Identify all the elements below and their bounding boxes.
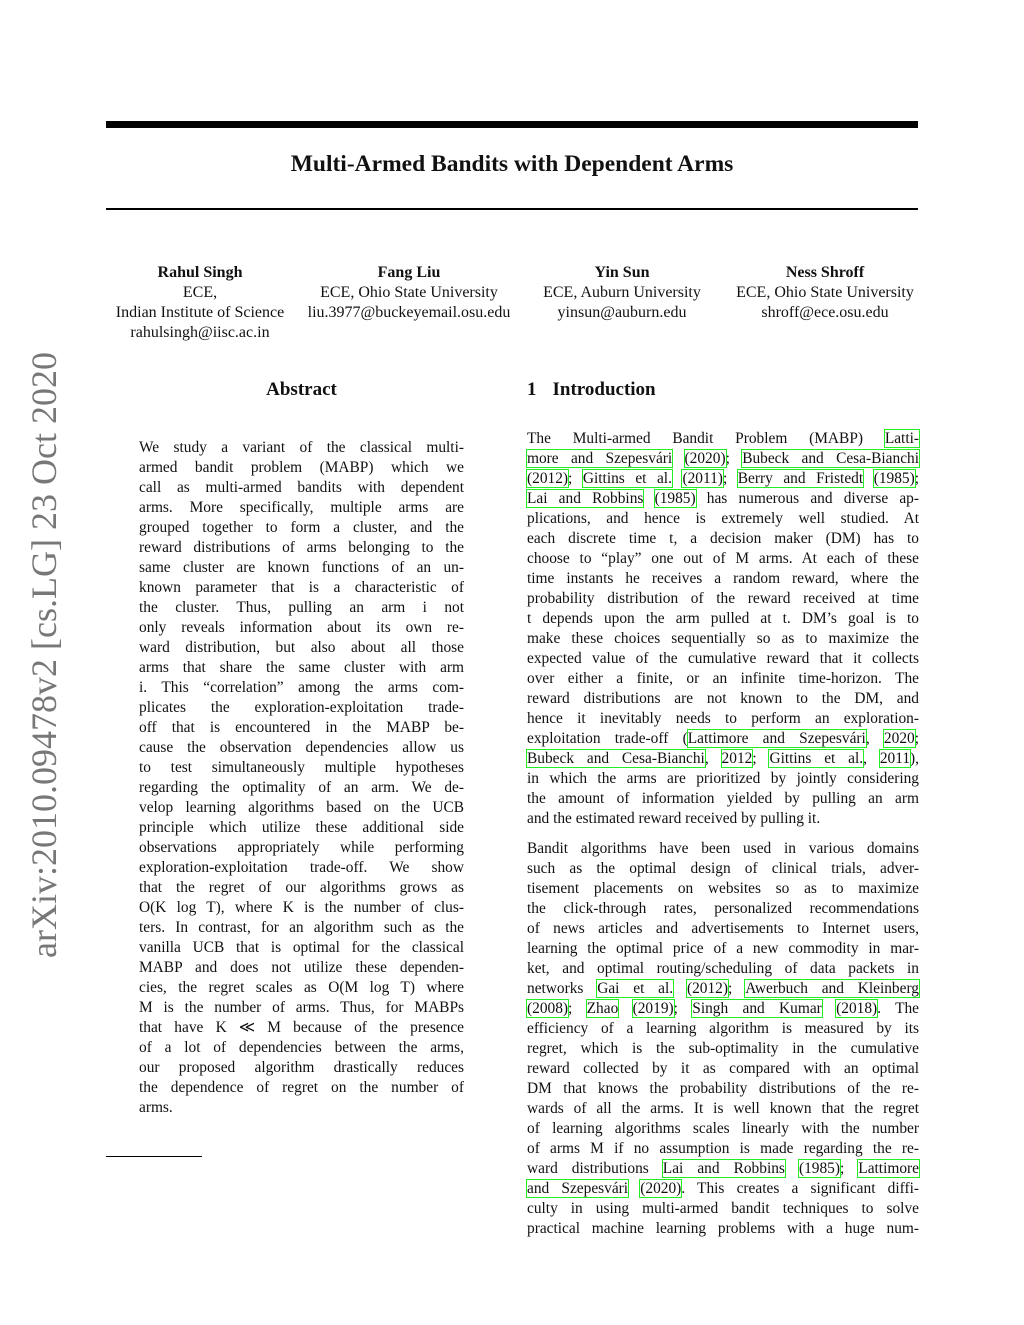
author-email: liu.3977@buckeyemail.osu.edu — [307, 304, 511, 321]
text-line — [527, 919, 919, 939]
text-line — [527, 449, 919, 469]
text-line — [527, 1059, 919, 1079]
text-run — [672, 450, 684, 467]
author-name: Yin Sun — [594, 264, 650, 281]
text-run: over either a finite, or an infinite time-horizon. The — [527, 670, 919, 687]
footnote-rule — [106, 1156, 202, 1157]
text-line — [527, 999, 919, 1019]
text-line — [527, 609, 919, 629]
text-line — [527, 859, 919, 879]
text-line — [527, 689, 919, 709]
text-line — [527, 1139, 919, 1159]
text-run: ; — [568, 1000, 587, 1017]
text-line — [527, 1099, 919, 1119]
text-line — [527, 769, 919, 789]
text-run: ; — [727, 980, 746, 997]
text-line: call as multi-armed bandits with dependent — [139, 479, 464, 496]
text-run: . The — [877, 1000, 919, 1017]
text-line: off that is encountered in the MABP be- — [139, 719, 464, 736]
text-line — [527, 469, 919, 489]
text-run: such as the optimal design of clinical trials, adver- — [527, 860, 919, 877]
text-run — [618, 1000, 632, 1017]
text-line: MABP and does not utilize these dependen- — [139, 959, 464, 976]
text-line: cies, the regret scales as O(M log T) where — [139, 979, 464, 996]
section-number: 1 — [527, 379, 537, 400]
text-run: ; — [914, 730, 919, 747]
text-line: exploration-exploitation trade-off. We show — [139, 859, 464, 876]
text-run — [863, 470, 874, 487]
citation-link[interactable]: (2018) — [836, 1000, 878, 1017]
author-affiliation: Indian Institute of Science — [115, 304, 285, 321]
citation-link[interactable]: Gai et al. — [597, 980, 674, 997]
text-line — [527, 729, 919, 749]
text-run: ward distributions — [527, 1160, 663, 1177]
citation-link[interactable]: 2011 — [879, 750, 911, 767]
text-line: grouped together to form a cluster, and the — [139, 519, 464, 536]
text-line: same cluster are known functions of an un- — [139, 559, 464, 576]
text-line: plicates the exploration-exploitation trade- — [139, 699, 464, 716]
text-run — [672, 470, 683, 487]
text-run: regret, which is the sub-optimality in the cumulative — [527, 1040, 919, 1057]
text-line: ters. In contrast, for an algorithm such as the — [139, 919, 464, 936]
text-line — [527, 809, 919, 829]
title-rule-top — [106, 121, 918, 128]
author-email: yinsun@auburn.edu — [557, 304, 687, 321]
text-line: velop learning algorithms based on the UCB — [139, 799, 464, 816]
citation-link[interactable]: Singh and Kumar — [692, 1000, 822, 1017]
text-line: known parameter that is a characteristic of — [139, 579, 464, 596]
text-line — [527, 879, 919, 899]
text-run: . This creates a significant diffi- — [681, 1180, 919, 1197]
citation-link[interactable]: (2011) — [682, 470, 723, 487]
text-line: ward distribution, but also about all those — [139, 639, 464, 656]
text-run: expected value of the cumulative reward that it collects — [527, 650, 919, 667]
text-run: t depends upon the arm pulled at t. DM’s goal is to — [527, 610, 919, 627]
text-line: M is the number of arms. Thus, for MABPs — [139, 999, 464, 1016]
intro-paragraph-2 — [527, 839, 919, 1239]
text-line — [527, 1219, 919, 1239]
text-line — [527, 959, 919, 979]
text-line — [527, 549, 919, 569]
citation-link[interactable]: (1985) — [654, 490, 696, 507]
author-block — [520, 263, 724, 323]
arxiv-identifier: arXiv:2010.09478v2 [cs.LG] 23 Oct 2020 — [24, 352, 64, 958]
text-line — [527, 1179, 919, 1199]
text-run: ket, and optimal routing/scheduling of data packets in — [527, 960, 919, 977]
citation-link[interactable]: Berry and Fristedt — [737, 470, 864, 487]
text-run: each discrete time t, a decision maker (DM) has to — [527, 530, 919, 547]
citation-link[interactable]: (2020) — [640, 1180, 682, 1197]
text-line: cause the observation dependencies allow us — [139, 739, 464, 756]
text-line — [527, 489, 919, 509]
text-line: principle which utilize these additional side — [139, 819, 464, 836]
paper-title: Multi-Armed Bandits with Dependent Arms — [290, 151, 734, 177]
text-run: , — [863, 750, 880, 767]
text-run: of arms M if no assumption is made regarding the re- — [527, 1140, 919, 1157]
text-line: We study a variant of the classical multi- — [139, 439, 464, 456]
citation-link[interactable]: Zhao — [586, 1000, 619, 1017]
text-run — [643, 490, 654, 507]
author-email: shroff@ece.osu.edu — [761, 304, 889, 321]
text-line — [527, 1159, 919, 1179]
text-run: tisement placements on websites so as to maximize — [527, 880, 919, 897]
text-run: of news articles and advertisements to Internet users, — [527, 920, 919, 937]
text-line — [527, 899, 919, 919]
text-line: only reveals information about its own re- — [139, 619, 464, 636]
text-run: of learning algorithms scales linearly with the number — [527, 1120, 919, 1137]
text-run: networks — [527, 980, 598, 997]
text-run: time instants he receives a random reward, where the — [527, 570, 919, 587]
citation-link[interactable]: 2012 — [721, 750, 753, 767]
text-line — [527, 979, 919, 999]
text-line — [527, 1119, 919, 1139]
author-name: Ness Shroff — [785, 264, 865, 281]
text-line — [527, 939, 919, 959]
author-block — [718, 263, 932, 323]
author-block — [296, 263, 522, 323]
text-line: vanilla UCB that is optimal for the classical — [139, 939, 464, 956]
text-line: O(K log T), where K is the number of clus- — [139, 899, 464, 916]
citation-link[interactable]: Lai and Robbins — [662, 1160, 785, 1177]
text-run: ; — [725, 450, 743, 467]
text-run: The Multi-armed Bandit Problem (MABP) — [527, 430, 885, 447]
text-line — [527, 649, 919, 669]
title-rule-bottom — [106, 208, 918, 210]
text-line — [527, 789, 919, 809]
text-line — [527, 629, 919, 649]
text-run — [822, 1000, 836, 1017]
text-line: the dependence of regret on the number of — [139, 1079, 464, 1096]
text-line — [527, 429, 919, 449]
text-run: ; — [722, 470, 738, 487]
text-run: DM that knows the probability distributions of the re- — [527, 1080, 919, 1097]
citation-link[interactable]: (1985) — [798, 1160, 840, 1177]
text-run: the amount of information yielded by pulling an arm — [527, 790, 919, 807]
author-affiliation: ECE, Auburn University — [543, 284, 701, 301]
section-title: Introduction — [552, 379, 656, 400]
text-line — [527, 709, 919, 729]
author-affiliation: ECE, — [182, 284, 218, 301]
citation-link[interactable]: (2012) — [686, 980, 728, 997]
author-email: rahulsingh@iisc.ac.in — [130, 324, 270, 341]
text-run: ; — [568, 470, 583, 487]
author-block — [90, 263, 310, 343]
citation-link[interactable]: Lattimore — [858, 1160, 919, 1177]
citation-link[interactable]: (2012) — [527, 470, 569, 487]
text-line — [527, 669, 919, 689]
text-line — [527, 529, 919, 549]
citation-link[interactable]: Awerbuch and Kleinberg — [745, 980, 919, 997]
text-line — [527, 1019, 919, 1039]
text-run: reward collected by it as compared with an optimal — [527, 1060, 919, 1077]
text-line: of a lot of dependencies between the arms, — [139, 1039, 464, 1056]
text-run: the click-through rates, personalized recommendations — [527, 900, 919, 917]
text-line — [527, 509, 919, 529]
abstract-heading: Abstract — [266, 379, 337, 400]
text-run: ), — [910, 750, 920, 767]
text-line: to test simultaneously multiple hypotheses — [139, 759, 464, 776]
citation-link[interactable]: (1985) — [873, 470, 915, 487]
abstract-body — [139, 438, 464, 1118]
citation-link[interactable]: Gittins et al. — [769, 750, 864, 767]
citation-link[interactable]: Bubeck and Cesa-Bianchi — [742, 450, 919, 467]
text-line: armed bandit problem (MABP) which we — [139, 459, 464, 476]
text-line: our proposed algorithm drastically reduces — [139, 1059, 464, 1076]
text-line: that have K ≪ M because of the presence — [139, 1019, 464, 1036]
text-run: culty in using multi-armed bandit techniques to solve — [527, 1200, 919, 1217]
text-run: efficiency of a learning algorithm is measured by its — [527, 1020, 919, 1037]
citation-link[interactable]: and Szepesvári — [527, 1180, 629, 1197]
text-run: in which the arms are prioritized by jointly considering — [527, 770, 919, 787]
text-line: i. This “correlation” among the arms com- — [139, 679, 464, 696]
text-line: reward distributions of arms belonging to the — [139, 539, 464, 556]
text-line: arms. More specifically, multiple arms are — [139, 499, 464, 516]
text-line: arms. — [139, 1099, 173, 1116]
citation-link[interactable]: Lattimore and Szepesvári — [687, 730, 866, 747]
author-name: Fang Liu — [377, 264, 441, 281]
text-run: plications, and hence is extremely well studied. At — [527, 510, 919, 527]
text-run: practical machine learning problems with a huge num- — [527, 1220, 919, 1237]
text-line — [527, 1199, 919, 1219]
citation-link[interactable]: (2020) — [684, 450, 726, 467]
text-line — [527, 1079, 919, 1099]
text-run: exploitation trade-off ( — [527, 730, 688, 747]
text-run — [673, 980, 687, 997]
text-run — [785, 1160, 799, 1177]
text-line — [527, 1039, 919, 1059]
text-run: hence it inevitably needs to perform an exploration- — [527, 710, 919, 727]
citation-link[interactable]: 2020 — [883, 730, 915, 747]
text-run: ; — [914, 470, 920, 487]
citation-link[interactable]: (2019) — [632, 1000, 674, 1017]
text-line — [527, 569, 919, 589]
text-run — [628, 1180, 640, 1197]
text-run: make these choices sequentially so as to maximize the — [527, 630, 919, 647]
text-run: wards of all the arms. It is well known that the regret — [527, 1100, 919, 1117]
citation-link[interactable]: (2008) — [527, 1000, 569, 1017]
citation-link[interactable]: Bubeck and Cesa-Bianchi — [527, 750, 705, 767]
citation-link[interactable]: Lai and Robbins — [527, 490, 644, 507]
text-line: regarding the optimality of an arm. We de- — [139, 779, 464, 796]
author-name: Rahul Singh — [157, 264, 243, 281]
text-run: Bandit algorithms have been used in various domains — [527, 840, 919, 857]
text-line — [527, 589, 919, 609]
author-affiliation: ECE, Ohio State University — [736, 284, 914, 301]
author-affiliation: ECE, Ohio State University — [320, 284, 498, 301]
text-run: ; — [752, 750, 770, 767]
citation-link[interactable]: Gittins et al. — [582, 470, 672, 487]
text-run: choose to “play” one out of M arms. At each of these — [527, 550, 919, 567]
text-line: the cluster. Thus, pulling an arm i not — [139, 599, 464, 616]
text-run: probability distribution of the reward received at time — [527, 590, 919, 607]
text-line — [527, 839, 919, 859]
citation-link[interactable]: Latti- — [884, 430, 919, 447]
text-run: , — [704, 750, 722, 767]
text-run: and the estimated reward received by pulling it. — [527, 810, 821, 827]
text-run: , — [865, 730, 884, 747]
citation-link[interactable]: more and Szepesvári — [527, 450, 673, 467]
section-heading — [527, 379, 656, 401]
text-line — [527, 749, 919, 769]
text-line: arms that share the same cluster with arm — [139, 659, 464, 676]
text-line: observations appropriately while performing — [139, 839, 464, 856]
text-run: ; — [673, 1000, 693, 1017]
text-run: ; — [839, 1160, 859, 1177]
text-run: learning the optimal price of a new commodity in mar- — [527, 940, 919, 957]
intro-paragraph-1 — [527, 429, 919, 829]
text-line: that the regret of our algorithms grows as — [139, 879, 464, 896]
text-run: reward distributions are not known to the DM, and — [527, 690, 919, 707]
text-run: has numerous and diverse ap- — [695, 490, 919, 507]
